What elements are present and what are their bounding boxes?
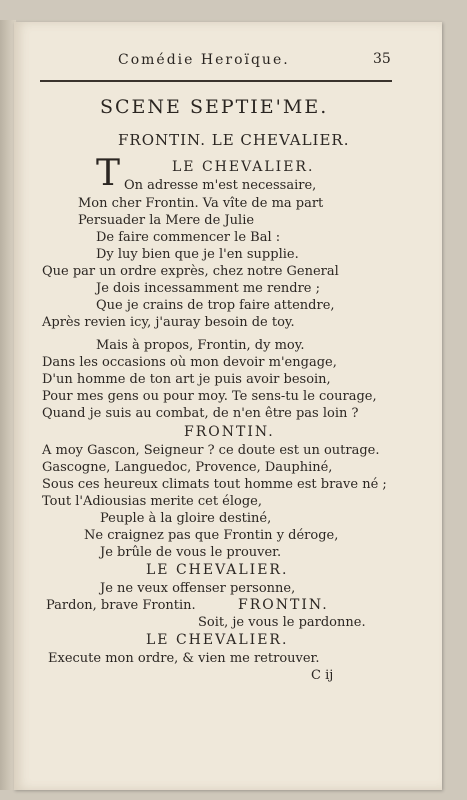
speaker-label: LE CHEVALIER. [146,562,289,578]
speaker-label: LE CHEVALIER. [146,632,289,648]
running-title: Comédie Heroïque. [118,52,290,68]
verse-line: Mon cher Frontin. Va vîte de ma part [78,196,324,211]
speaker-label: LE CHEVALIER. [172,159,315,175]
verse-line: Peuple à la gloire destiné, [100,511,272,526]
speaker-label: FRONTIN. [238,597,329,613]
verse-line: Après revien icy, j'auray besoin de toy. [42,315,295,330]
scene-title: SCENE SEPTIE'ME. [100,96,329,118]
scene-characters: FRONTIN. LE CHEVALIER. [118,131,350,149]
verse-line: On adresse m'est necessaire, [124,178,317,193]
verse-line: Persuader la Mere de Julie [78,213,255,228]
signature-mark: C ij [311,668,334,683]
verse-line: Dans les occasions où mon devoir m'engage, [42,355,337,370]
verse-line: Soit, je vous le pardonne. [198,615,366,630]
verse-line: Pardon, brave Frontin. [46,598,196,613]
header-rule [40,80,392,82]
drop-cap: T [96,153,121,194]
verse-line: Gascogne, Languedoc, Provence, Dauphiné, [42,460,333,475]
speaker-label: FRONTIN. [184,424,275,440]
verse-line: Tout l'Adiousias merite cet éloge, [42,494,262,509]
verse-line: Quand je suis au combat, de n'en être pas loin ? [42,406,359,421]
verse-line: Ne craignez pas que Frontin y déroge, [84,528,339,543]
verse-line: De faire commencer le Bal : [96,230,281,245]
verse-line: Que par un ordre exprès, chez notre General [42,264,339,279]
verse-line: D'un homme de ton art je puis avoir besoin, [42,372,331,387]
verse-line: Execute mon ordre, & vien me retrouver. [48,651,320,666]
page-number: 35 [373,51,391,67]
verse-line: Sous ces heureux climats tout homme est brave né ; [42,477,387,492]
verse-line: Mais à propos, Frontin, dy moy. [96,338,305,353]
verse-line: A moy Gascon, Seigneur ? ce doute est un outrage. [42,443,380,458]
verse-line: Que je crains de trop faire attendre, [96,298,335,313]
verse-line: Pour mes gens ou pour moy. Te sens-tu le courage, [42,389,377,404]
verse-line: Je ne veux offenser personne, [100,581,296,596]
verse-line: Je brûle de vous le prouver. [100,545,282,560]
verse-line: Dy luy bien que je l'en supplie. [96,247,299,262]
verse-line: Je dois incessamment me rendre ; [96,281,320,296]
